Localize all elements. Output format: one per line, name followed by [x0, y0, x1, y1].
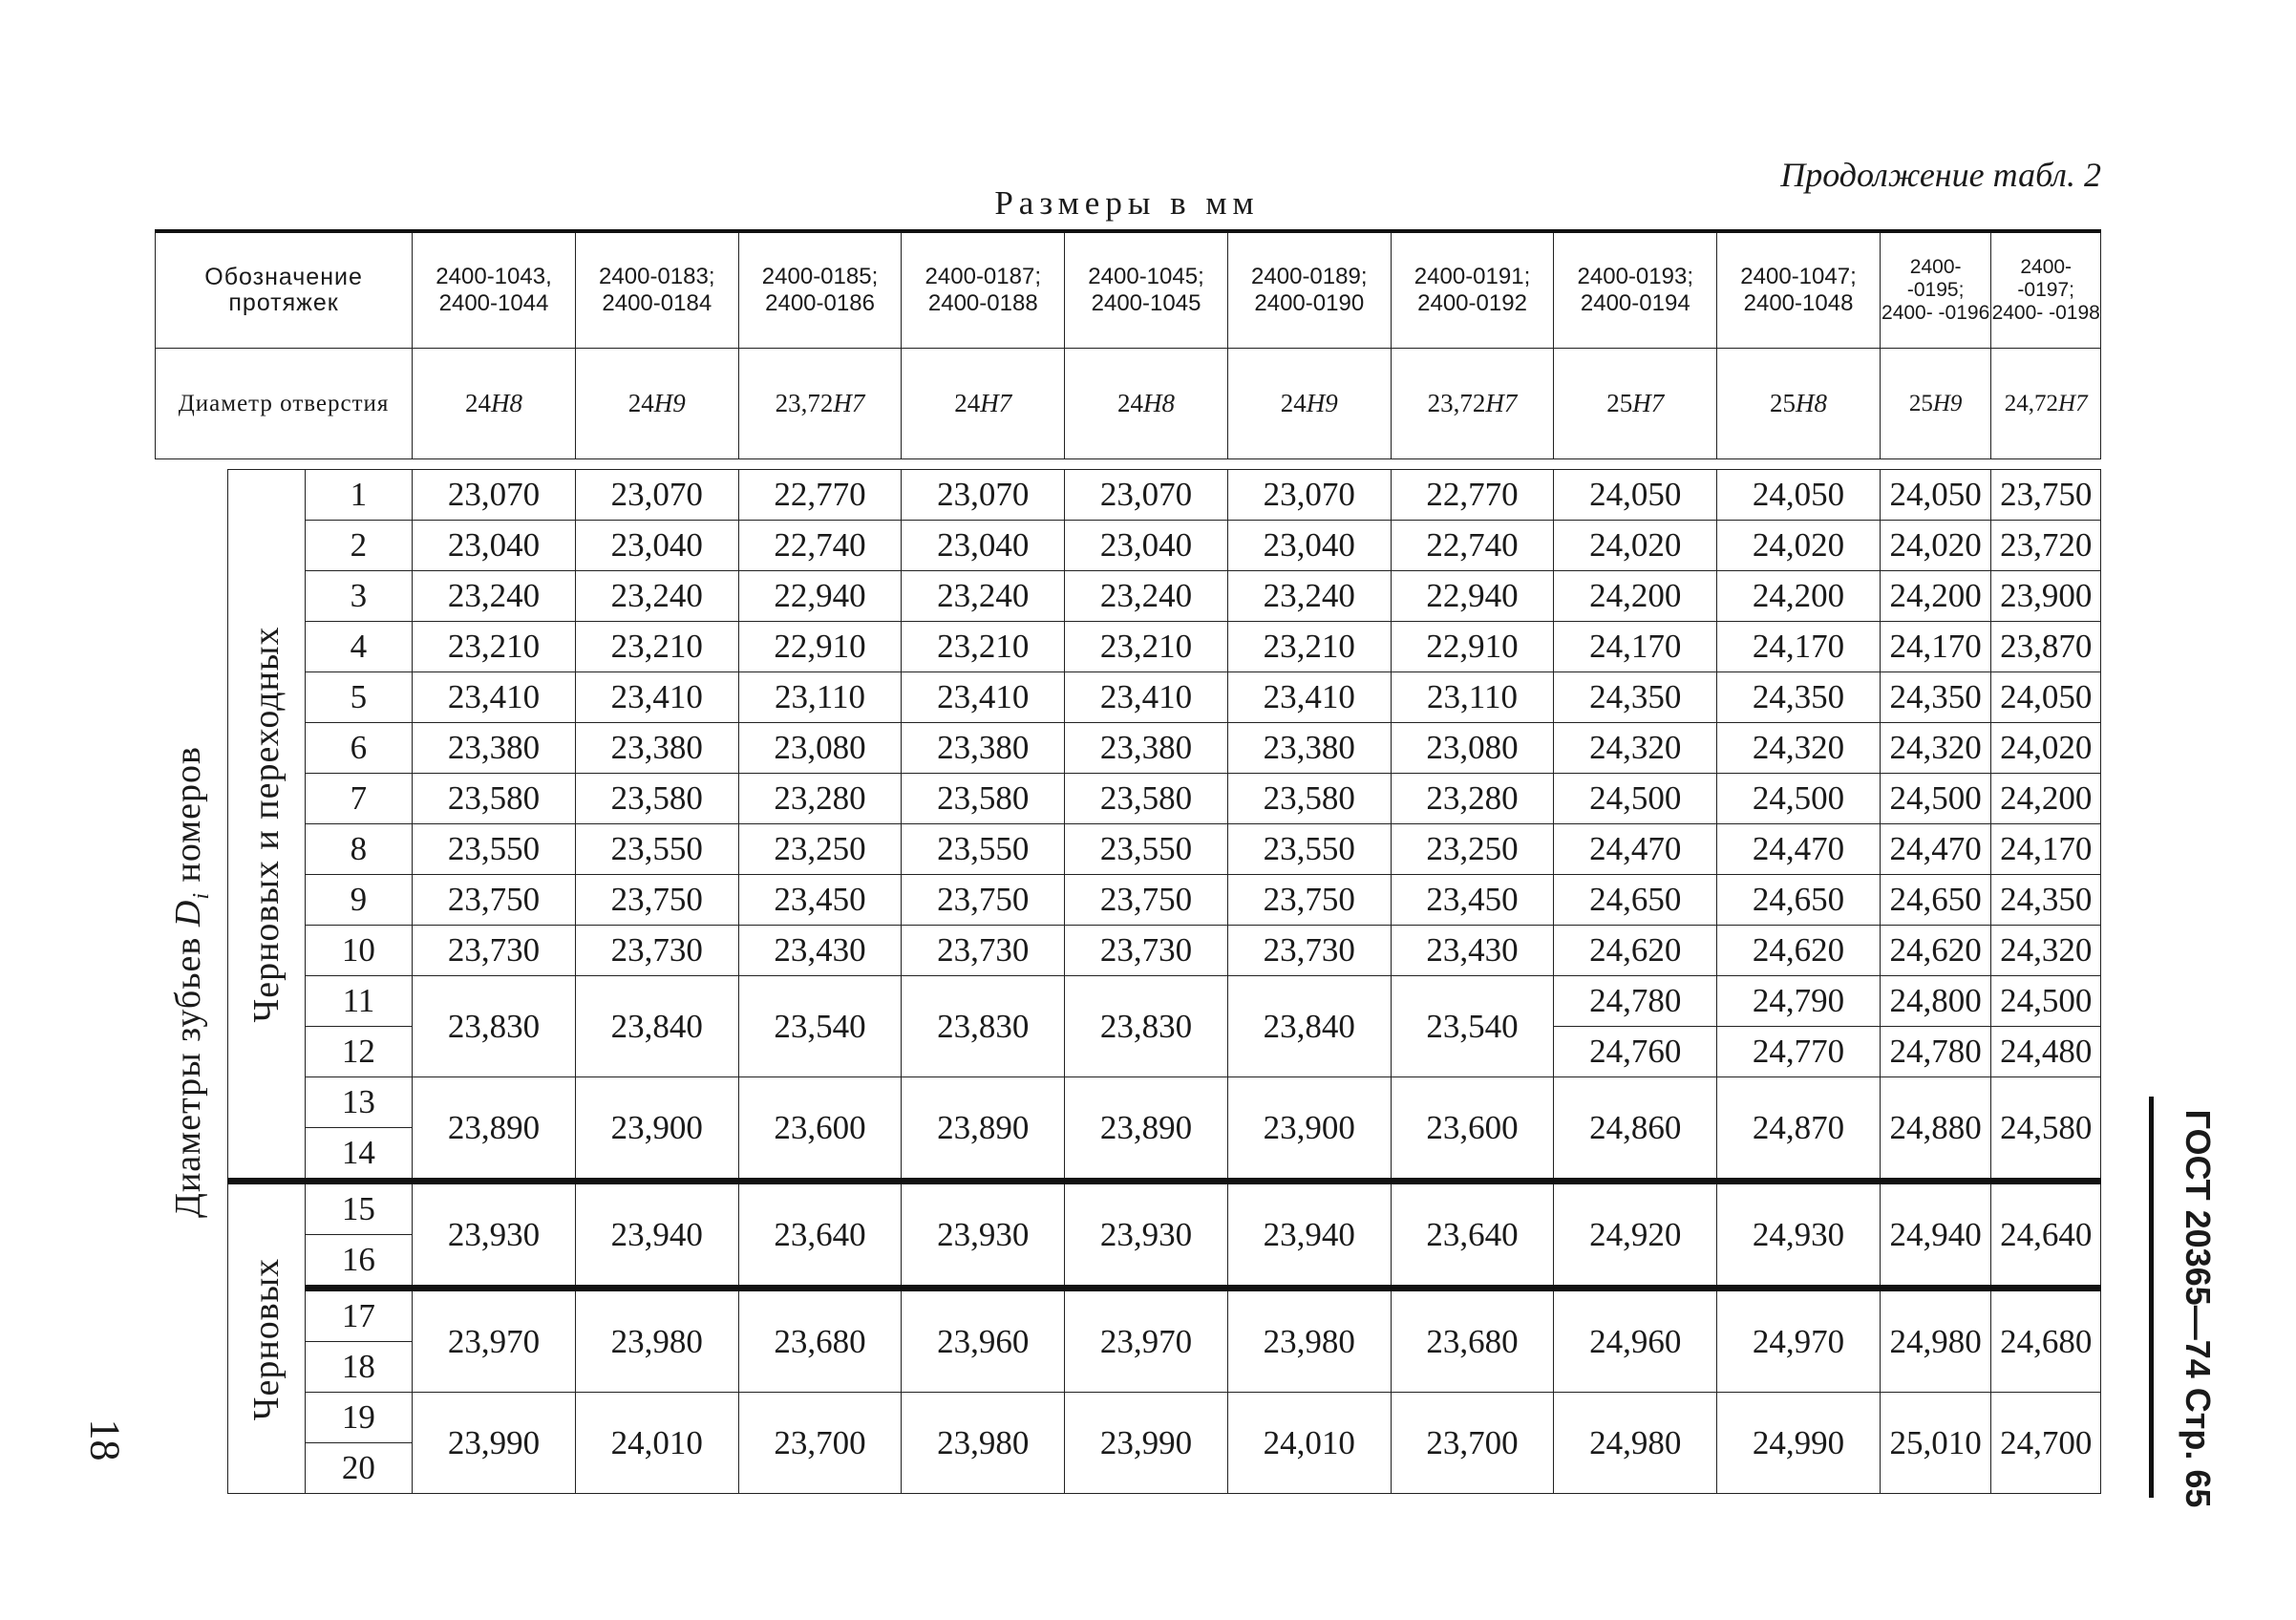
- column-code-1: 2400-1043, 2400-1044: [413, 231, 576, 349]
- value-cell: 23,410: [1227, 672, 1391, 723]
- value-cell: 22,770: [738, 470, 902, 521]
- header-row-designation: [156, 231, 2101, 349]
- value-cell: 24,350: [1554, 672, 1717, 723]
- header-separator: [156, 459, 2101, 470]
- value-cell: 24,500: [1717, 774, 1881, 824]
- table-row: [156, 723, 2101, 774]
- value-cell: 23,070: [413, 470, 576, 521]
- value-cell: 23,380: [1065, 723, 1228, 774]
- tooth-number: 11: [305, 976, 412, 1027]
- table-row: [156, 976, 2101, 1027]
- value-cell: 24,860: [1554, 1077, 1717, 1182]
- value-cell: 23,730: [1065, 926, 1228, 976]
- value-cell: 23,070: [902, 470, 1065, 521]
- column-code-11: 2400- -0197; 2400- -0198: [1991, 231, 2101, 349]
- value-cell: 23,970: [413, 1289, 576, 1393]
- value-cell: 23,700: [738, 1393, 902, 1494]
- value-cell: 24,780: [1880, 1027, 1991, 1077]
- value-cell: 23,730: [902, 926, 1065, 976]
- value-cell: 24,010: [575, 1393, 738, 1494]
- value-cell: 23,380: [1227, 723, 1391, 774]
- value-cell: 23,250: [738, 824, 902, 875]
- column-diameter-1: 24H8: [413, 349, 576, 459]
- value-cell: 24,500: [1880, 774, 1991, 824]
- value-cell: 23,430: [1391, 926, 1554, 976]
- value-cell: 22,770: [1391, 470, 1554, 521]
- value-cell: 23,210: [575, 622, 738, 672]
- row-group-outer-label: Диаметры зубьев $D_i$ номеров: [156, 470, 228, 1494]
- tooth-number: 8: [305, 824, 412, 875]
- value-cell: 24,870: [1717, 1077, 1881, 1182]
- table-row: [156, 571, 2101, 622]
- value-cell: 23,240: [413, 571, 576, 622]
- tooth-number: 4: [305, 622, 412, 672]
- value-cell: 24,050: [1717, 470, 1881, 521]
- diameter-label: Диаметр отверстия: [156, 349, 413, 459]
- value-cell: 23,410: [575, 672, 738, 723]
- value-cell: 24,620: [1554, 926, 1717, 976]
- tooth-number: 10: [305, 926, 412, 976]
- value-cell: 24,170: [1717, 622, 1881, 672]
- value-cell: 23,980: [1227, 1289, 1391, 1393]
- tooth-number: 19: [305, 1393, 412, 1443]
- table-row: [156, 1393, 2101, 1443]
- column-code-8: 2400-0193; 2400-0194: [1554, 231, 1717, 349]
- value-cell: 23,990: [413, 1393, 576, 1494]
- value-cell: 23,940: [1227, 1182, 1391, 1289]
- value-cell: 23,410: [902, 672, 1065, 723]
- value-cell: 23,550: [575, 824, 738, 875]
- value-cell: 24,650: [1880, 875, 1991, 926]
- value-cell: 24,700: [1991, 1393, 2101, 1494]
- value-cell: 22,740: [738, 521, 902, 571]
- value-cell: 23,110: [1391, 672, 1554, 723]
- value-cell: 23,040: [1227, 521, 1391, 571]
- table-row: [156, 672, 2101, 723]
- value-cell: 24,680: [1991, 1289, 2101, 1393]
- value-cell: 23,600: [738, 1077, 902, 1182]
- value-cell: 24,170: [1554, 622, 1717, 672]
- value-cell: 23,890: [902, 1077, 1065, 1182]
- table-row: [156, 1182, 2101, 1235]
- side-rule: [2149, 1097, 2154, 1498]
- value-cell: 24,050: [1991, 672, 2101, 723]
- table-row: [156, 1289, 2101, 1342]
- value-cell: 23,550: [1227, 824, 1391, 875]
- table-row: [156, 774, 2101, 824]
- value-cell: 23,830: [413, 976, 576, 1077]
- value-cell: 24,020: [1717, 521, 1881, 571]
- column-diameter-3: 23,72H7: [738, 349, 902, 459]
- value-cell: 23,540: [738, 976, 902, 1077]
- value-cell: 23,550: [1065, 824, 1228, 875]
- value-cell: 24,650: [1717, 875, 1881, 926]
- tooth-number: 7: [305, 774, 412, 824]
- value-cell: 24,350: [1991, 875, 2101, 926]
- value-cell: 24,200: [1554, 571, 1717, 622]
- value-cell: 23,080: [738, 723, 902, 774]
- value-cell: 23,450: [738, 875, 902, 926]
- value-cell: 23,980: [902, 1393, 1065, 1494]
- column-code-4: 2400-0187; 2400-0188: [902, 231, 1065, 349]
- value-cell: 23,990: [1065, 1393, 1228, 1494]
- value-cell: 23,580: [575, 774, 738, 824]
- value-cell: 24,880: [1880, 1077, 1991, 1182]
- column-code-6: 2400-0189; 2400-0190: [1227, 231, 1391, 349]
- value-cell: 23,830: [1065, 976, 1228, 1077]
- value-cell: 23,720: [1991, 521, 2101, 571]
- units-caption: Размеры в мм: [994, 184, 1260, 222]
- tooth-number: 12: [305, 1027, 412, 1077]
- value-cell: 24,760: [1554, 1027, 1717, 1077]
- column-diameter-6: 24H9: [1227, 349, 1391, 459]
- value-cell: 23,640: [1391, 1182, 1554, 1289]
- column-code-10: 2400- -0195; 2400- -0196: [1880, 231, 1991, 349]
- value-cell: 24,640: [1991, 1182, 2101, 1289]
- column-diameter-9: 25H8: [1717, 349, 1881, 459]
- value-cell: 23,930: [1065, 1182, 1228, 1289]
- value-cell: 24,920: [1554, 1182, 1717, 1289]
- column-diameter-11: 24,72H7: [1991, 349, 2101, 459]
- column-diameter-5: 24H8: [1065, 349, 1228, 459]
- value-cell: 23,840: [575, 976, 738, 1077]
- value-cell: 23,900: [575, 1077, 738, 1182]
- value-cell: 24,980: [1880, 1289, 1991, 1393]
- value-cell: 23,110: [738, 672, 902, 723]
- value-cell: 24,170: [1880, 622, 1991, 672]
- table-row: [156, 470, 2101, 521]
- table-continuation-caption: Продолжение табл. 2: [1780, 156, 2101, 194]
- column-code-5: 2400-1045; 2400-1045: [1065, 231, 1228, 349]
- value-cell: 23,070: [1227, 470, 1391, 521]
- value-cell: 24,970: [1717, 1289, 1881, 1393]
- value-cell: 23,210: [1065, 622, 1228, 672]
- value-cell: 23,890: [1065, 1077, 1228, 1182]
- value-cell: 23,070: [1065, 470, 1228, 521]
- value-cell: 24,050: [1880, 470, 1991, 521]
- value-cell: 23,750: [575, 875, 738, 926]
- value-cell: 24,650: [1554, 875, 1717, 926]
- column-diameter-10: 25H9: [1880, 349, 1991, 459]
- column-code-3: 2400-0185; 2400-0186: [738, 231, 902, 349]
- value-cell: 24,020: [1991, 723, 2101, 774]
- value-cell: 23,730: [1227, 926, 1391, 976]
- value-cell: 24,470: [1880, 824, 1991, 875]
- value-cell: 24,990: [1717, 1393, 1881, 1494]
- value-cell: 22,910: [738, 622, 902, 672]
- value-cell: 23,900: [1991, 571, 2101, 622]
- tooth-number: 13: [305, 1077, 412, 1128]
- value-cell: 23,250: [1391, 824, 1554, 875]
- tooth-number: 9: [305, 875, 412, 926]
- tooth-number: 16: [305, 1235, 412, 1289]
- value-cell: 24,320: [1991, 926, 2101, 976]
- value-cell: 22,940: [1391, 571, 1554, 622]
- value-cell: 24,620: [1880, 926, 1991, 976]
- value-cell: 23,240: [902, 571, 1065, 622]
- value-cell: 23,550: [902, 824, 1065, 875]
- value-cell: 23,210: [902, 622, 1065, 672]
- value-cell: 23,730: [575, 926, 738, 976]
- value-cell: 23,970: [1065, 1289, 1228, 1393]
- value-cell: 23,940: [575, 1182, 738, 1289]
- value-cell: 23,430: [738, 926, 902, 976]
- value-cell: 23,890: [413, 1077, 576, 1182]
- header-row-diameter: [156, 349, 2101, 459]
- value-cell: 24,050: [1554, 470, 1717, 521]
- value-cell: 24,580: [1991, 1077, 2101, 1182]
- tooth-number: 18: [305, 1342, 412, 1393]
- value-cell: 23,930: [413, 1182, 576, 1289]
- value-cell: 23,680: [738, 1289, 902, 1393]
- value-cell: 23,040: [413, 521, 576, 571]
- value-cell: 24,470: [1554, 824, 1717, 875]
- value-cell: 23,040: [902, 521, 1065, 571]
- value-cell: 23,410: [413, 672, 576, 723]
- value-cell: 23,240: [1227, 571, 1391, 622]
- value-cell: 24,320: [1717, 723, 1881, 774]
- value-cell: 24,470: [1717, 824, 1881, 875]
- table-row: [156, 521, 2101, 571]
- tooth-number: 14: [305, 1128, 412, 1182]
- value-cell: 23,210: [1227, 622, 1391, 672]
- column-code-7: 2400-0191; 2400-0192: [1391, 231, 1554, 349]
- value-cell: 24,980: [1554, 1393, 1717, 1494]
- value-cell: 24,350: [1880, 672, 1991, 723]
- value-cell: 23,680: [1391, 1289, 1554, 1393]
- value-cell: 23,930: [902, 1182, 1065, 1289]
- column-diameter-2: 24H9: [575, 349, 738, 459]
- value-cell: 25,010: [1880, 1393, 1991, 1494]
- value-cell: 23,960: [902, 1289, 1065, 1393]
- table-row: [156, 824, 2101, 875]
- value-cell: 23,070: [575, 470, 738, 521]
- value-cell: 24,480: [1991, 1027, 2101, 1077]
- table-row: [156, 1077, 2101, 1128]
- value-cell: 24,620: [1717, 926, 1881, 976]
- value-cell: 23,700: [1391, 1393, 1554, 1494]
- table-row: [156, 926, 2101, 976]
- value-cell: 23,580: [1065, 774, 1228, 824]
- value-cell: 23,750: [413, 875, 576, 926]
- value-cell: 23,550: [413, 824, 576, 875]
- value-cell: 24,350: [1717, 672, 1881, 723]
- tooth-number: 15: [305, 1182, 412, 1235]
- value-cell: 23,380: [902, 723, 1065, 774]
- tooth-number: 3: [305, 571, 412, 622]
- value-cell: 23,980: [575, 1289, 738, 1393]
- column-diameter-7: 23,72H7: [1391, 349, 1554, 459]
- value-cell: 23,900: [1227, 1077, 1391, 1182]
- page-number-left: 18: [81, 1418, 129, 1461]
- tooth-number: 17: [305, 1289, 412, 1342]
- value-cell: 23,040: [575, 521, 738, 571]
- column-diameter-4: 24H7: [902, 349, 1065, 459]
- value-cell: 24,500: [1554, 774, 1717, 824]
- broach-diameters-table: [155, 229, 2101, 1494]
- column-code-9: 2400-1047; 2400-1048: [1717, 231, 1881, 349]
- value-cell: 23,080: [1391, 723, 1554, 774]
- value-cell: 22,940: [738, 571, 902, 622]
- value-cell: 23,540: [1391, 976, 1554, 1077]
- standard-page-label: ГОСТ 20365—74 Стр. 65: [2179, 1109, 2218, 1508]
- value-cell: 23,040: [1065, 521, 1228, 571]
- tooth-number: 1: [305, 470, 412, 521]
- value-cell: 24,780: [1554, 976, 1717, 1027]
- value-cell: 23,580: [413, 774, 576, 824]
- value-cell: 23,840: [1227, 976, 1391, 1077]
- value-cell: 23,750: [1991, 470, 2101, 521]
- value-cell: 24,200: [1991, 774, 2101, 824]
- value-cell: 23,750: [902, 875, 1065, 926]
- tooth-number: 6: [305, 723, 412, 774]
- value-cell: 23,580: [902, 774, 1065, 824]
- tooth-number: 20: [305, 1443, 412, 1494]
- row-group-rough-label: Черновых: [228, 1182, 305, 1494]
- value-cell: 24,790: [1717, 976, 1881, 1027]
- value-cell: 23,600: [1391, 1077, 1554, 1182]
- value-cell: 24,010: [1227, 1393, 1391, 1494]
- value-cell: 23,410: [1065, 672, 1228, 723]
- value-cell: 23,240: [575, 571, 738, 622]
- value-cell: 22,740: [1391, 521, 1554, 571]
- value-cell: 23,280: [738, 774, 902, 824]
- value-cell: 23,640: [738, 1182, 902, 1289]
- designation-label: Обозначение протяжек: [156, 231, 413, 349]
- column-diameter-8: 25H7: [1554, 349, 1717, 459]
- value-cell: 23,450: [1391, 875, 1554, 926]
- tooth-number: 5: [305, 672, 412, 723]
- value-cell: 24,500: [1991, 976, 2101, 1027]
- value-cell: 22,910: [1391, 622, 1554, 672]
- value-cell: 23,750: [1227, 875, 1391, 926]
- value-cell: 23,580: [1227, 774, 1391, 824]
- value-cell: 24,770: [1717, 1027, 1881, 1077]
- value-cell: 23,830: [902, 976, 1065, 1077]
- value-cell: 24,200: [1717, 571, 1881, 622]
- value-cell: 24,320: [1554, 723, 1717, 774]
- value-cell: 23,380: [413, 723, 576, 774]
- table-row: [156, 622, 2101, 672]
- value-cell: 23,280: [1391, 774, 1554, 824]
- tooth-number: 2: [305, 521, 412, 571]
- value-cell: 24,200: [1880, 571, 1991, 622]
- value-cell: 23,750: [1065, 875, 1228, 926]
- value-cell: 23,240: [1065, 571, 1228, 622]
- value-cell: 24,170: [1991, 824, 2101, 875]
- value-cell: 24,930: [1717, 1182, 1881, 1289]
- value-cell: 23,380: [575, 723, 738, 774]
- value-cell: 24,960: [1554, 1289, 1717, 1393]
- table-row: [156, 875, 2101, 926]
- value-cell: 24,320: [1880, 723, 1991, 774]
- row-group-rough-transitional-label: Черновых и переходных: [228, 470, 305, 1182]
- value-cell: 24,020: [1554, 521, 1717, 571]
- value-cell: 24,940: [1880, 1182, 1991, 1289]
- column-code-2: 2400-0183; 2400-0184: [575, 231, 738, 349]
- value-cell: 24,020: [1880, 521, 1991, 571]
- value-cell: 24,800: [1880, 976, 1991, 1027]
- value-cell: 23,210: [413, 622, 576, 672]
- value-cell: 23,730: [413, 926, 576, 976]
- value-cell: 23,870: [1991, 622, 2101, 672]
